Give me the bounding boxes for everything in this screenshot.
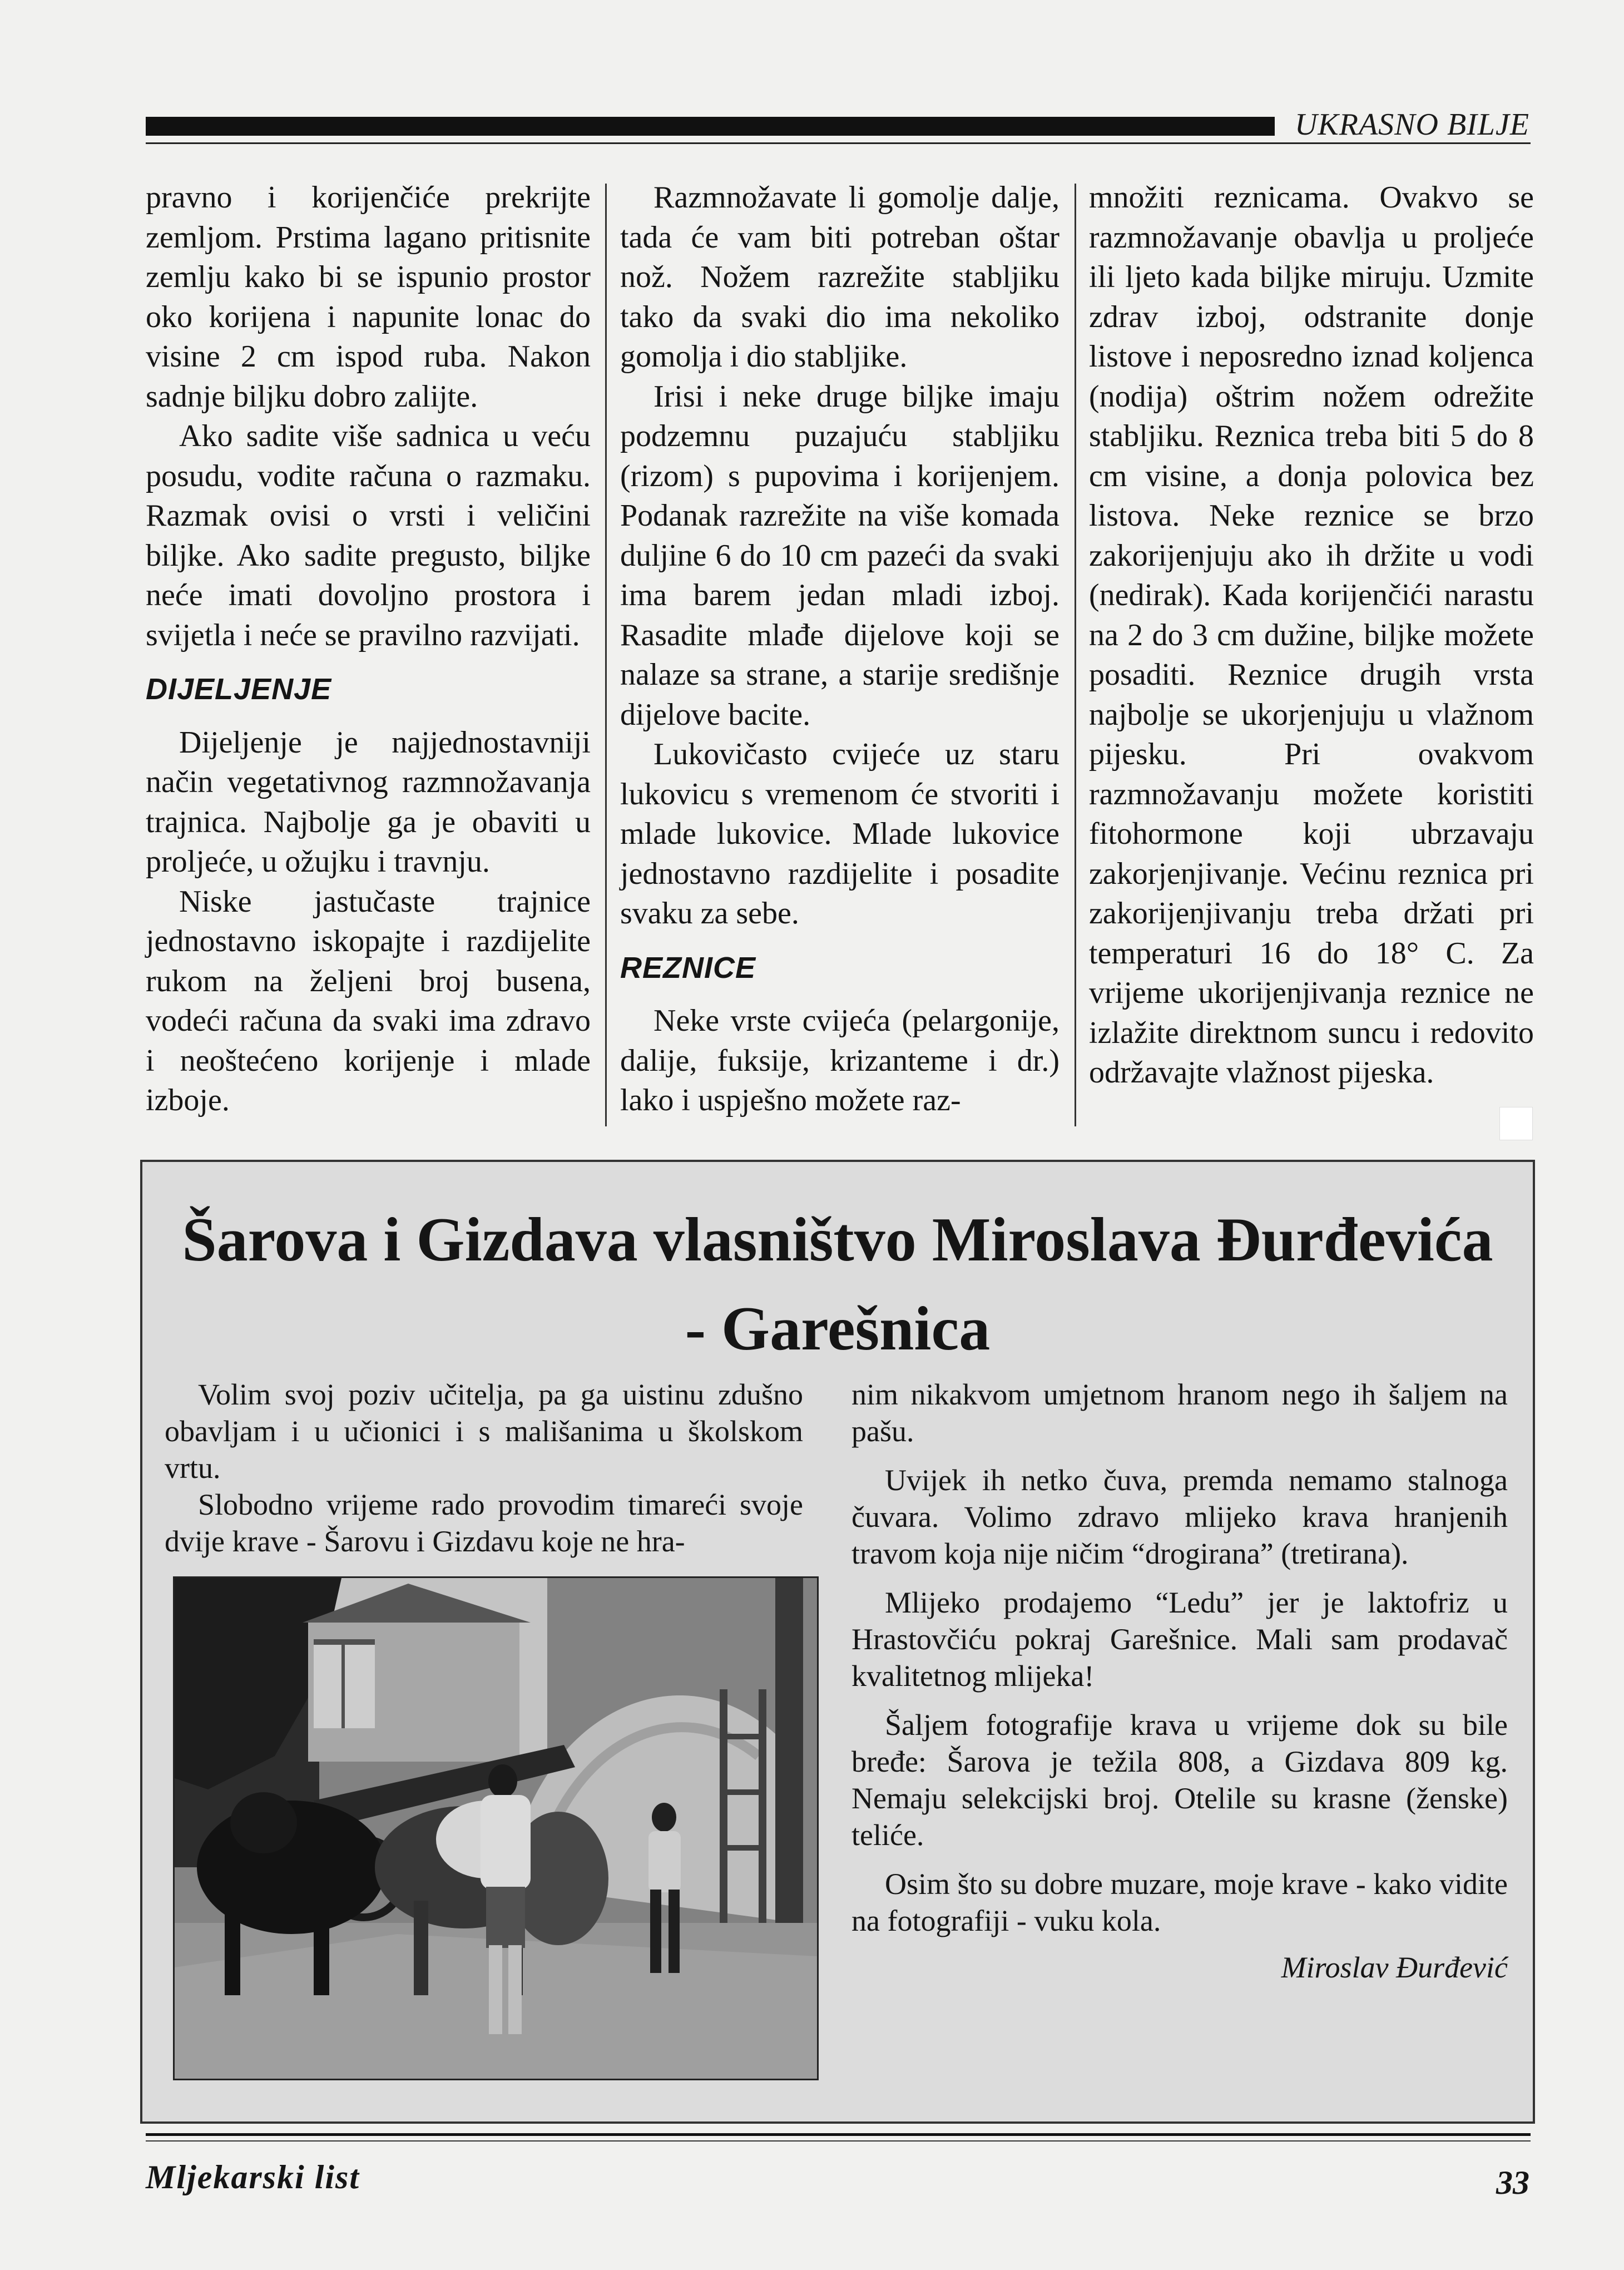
box-title [142,1195,1533,1373]
cows-photo [173,1576,819,2080]
author-signature: Miroslav Đurđević [1281,1951,1508,1984]
footer-rule [146,2133,1531,2136]
paragraph: Mlijeko prodajemo “Ledu” jer je laktofriz u Hrastovčiću pokraj Garešnice. Mali sam prodavač kvalitetnog mlijeka! [851,1586,1508,1693]
box-column-left [165,1376,803,1560]
article-column-2 [620,178,1059,1121]
article-column-3 [1089,178,1534,1093]
paragraph: pravno i korijenčiće prekrijte zemljom. Prstima lagano pritisnite zemlju kako bi se ispunio prostor oko korijena i napunite lonac do visine 2 cm ispod ruba. Nakon sadnje biljku dobro zalijte. [146,180,591,414]
paragraph: Osim što su dobre muzare, moje krave - kako vidite na fotografiji - vuku kola. [851,1867,1508,1937]
box-column-right [851,1376,1508,1986]
footer-rule [146,2140,1531,2142]
paragraph: Slobodno vrijeme rado provodim timareći svoje dvije krave - Šarovu i Gizdavu koje ne hra- [165,1488,803,1558]
paragraph: Neke vrste cvijeća (pelargonije, dalije, fuksije, krizanteme i dr.) lako i uspješno možete raz- [620,1003,1059,1117]
header-bar [146,117,1275,136]
header-rule [146,142,1531,144]
paragraph: Volim svoj poziv učitelja, pa ga uistinu zdušno obavljam i u učionici i s mališanima u školskom vrtu. [165,1378,803,1485]
paragraph: nim nikakvom umjetnom hranom nego ih šaljem na pašu. [851,1378,1508,1448]
paragraph: Ako sadite više sadnica u veću posudu, vodite računa o razmaku. Razmak ovisi o vrsti i veličini biljke. Ako sadite pregusto, biljke neće imati dovoljno prostora i svijetla i neće se pravilno razvijati. [146,419,591,652]
publication-name: Mljekarski list [146,2159,360,2195]
column-divider [1075,184,1076,1126]
article-column-1 [146,178,591,1121]
paragraph: Dijeljenje je najjednostavniji način vegetativnog razmnožavanja trajnica. Najbolje ga je obaviti u proljeće, u ožujku i travnju. [146,725,591,879]
section-heading-dijeljenje: DIJELJENJE [146,672,332,706]
paragraph: Niske jastučaste trajnice jednostavno iskopajte i razdijelite rukom na željeni broj busena, vodeći računa da svaki ima zdravo i neoštećeno korijenje i mlade izboje. [146,884,591,1117]
column-divider [605,184,607,1126]
featured-box [140,1160,1535,2124]
box-title-line: Šarova i Gizdava vlasništvo Miroslava Đurđevića [182,1205,1493,1274]
paragraph: Irisi i neke druge biljke imaju podzemnu puzajuću stabljiku (rizom) s pupovima i korijenjem. Podanak razrežite na više komada duljine 6 do 10 cm pazeći da svaki ima barem jedan mladi izboj. Rasadite mlađe dijelove koji se nalaze sa strane, a starije središnje dijelove bacite. [620,379,1059,732]
section-label: UKRASNO BILJE [1294,107,1529,142]
paragraph: Uvijek ih netko čuva, premda nemamo stalnoga čuvara. Volimo zdravo mlijeko krava hranjenih travom koja nije ničim “drogirana” (tretirana). [851,1463,1508,1570]
paragraph: Razmnožavate li gomolje dalje, tada će vam biti potreban oštar nož. Nožem razrežite stabljiku tako da svaki dio ima nekoliko gomolja i dio stabljike. [620,180,1059,374]
box-title-line: - Garešnica [685,1294,991,1363]
section-heading-reznice: REZNICE [620,951,756,985]
page-number: 33 [1496,2164,1529,2201]
paragraph: Lukovičasto cvijeće uz staru lukovicu s vremenom će stvoriti i mlade lukovice. Mlade lukovice jednostavno razdijelite i posadite svaku za sebe. [620,737,1059,931]
article-end-mark [1499,1107,1533,1140]
cows-photo-image [175,1578,817,2079]
paragraph: Šaljem fotografije krava u vrijeme dok su bile bređe: Šarova je težila 808, a Gizdava 809 kg. Nemaju selekcijski broj. Otelile su krasne (ženske) teliće. [851,1708,1508,1852]
paragraph: množiti reznicama. Ovakvo se razmnožavanje obavlja u proljeće ili ljeto kada biljke miruju. Uzmite zdrav izboj, odstranite donje listove i neposredno iznad koljenca (nodija) oštrim nožem odrežite stabljiku. Reznica treba biti 5 do 8 cm visine, a donja polovica bez listova. Neke reznice se brzo zakorijenjuju ako ih držite u vodi (nedirak). Kada korijenčići narastu na 2 do 3 cm dužine, biljke možete posaditi. Reznice drugih vrsta najbolje se ukorjenjuju u vlažnom pijesku. Pri ovakvom razmnožavanju možete koristiti fitohormone koji ubrzavaju zakorjenjivanje. Većinu reznica pri zakorijenjivanju treba držati pri temperaturi 16 do 18° C. Za vrijeme ukorijenjivanja reznice ne izlažite direktnom suncu i redovito održavajte vlažnost pijeska. [1089,180,1534,1090]
